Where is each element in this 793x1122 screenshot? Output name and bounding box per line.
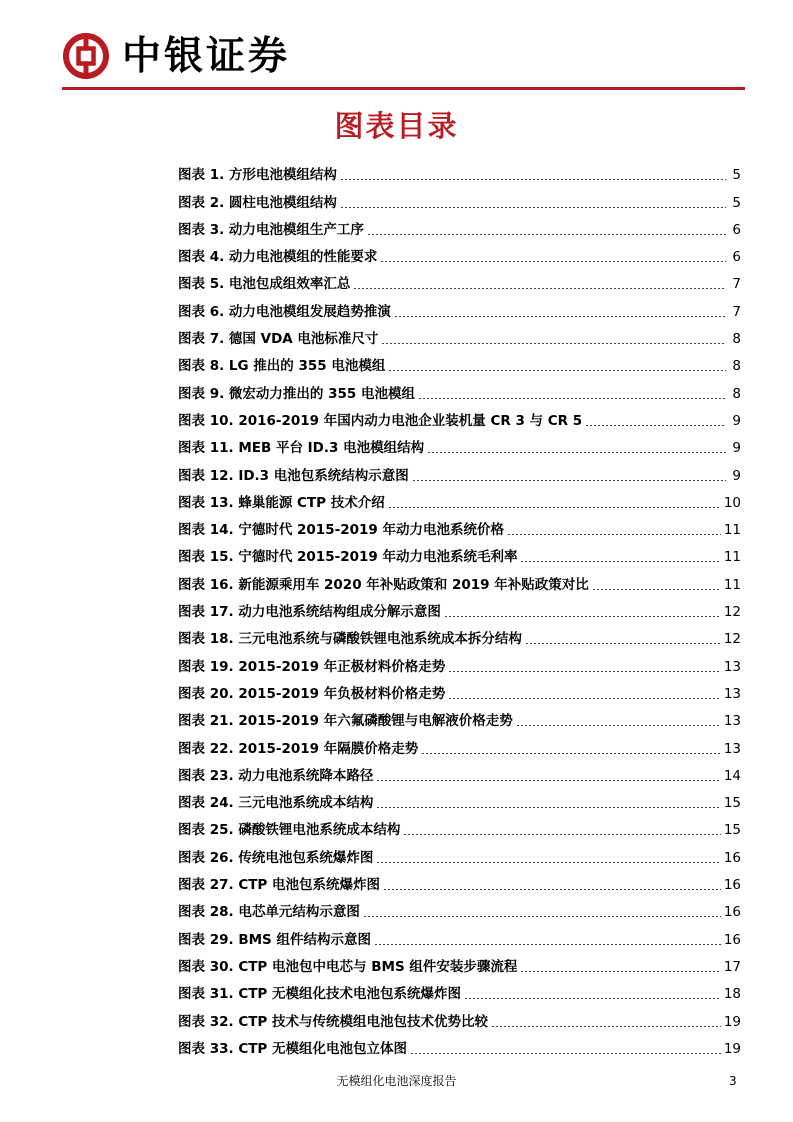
toc-item-page: 19 <box>723 1040 741 1057</box>
toc-item-label: 图表 28. 电芯单元结构示意图 <box>178 904 360 921</box>
toc-item-page: 15 <box>723 822 741 839</box>
toc-item[interactable] <box>178 348 741 375</box>
toc-item-label: 图表 21. 2015-2019 年六氟磷酸锂与电解液价格走势 <box>178 713 513 730</box>
toc-item-page: 14 <box>723 767 741 784</box>
toc-item-page: 12 <box>723 604 741 621</box>
toc-item-label: 图表 23. 动力电池系统降本路径 <box>178 767 374 784</box>
toc-item-label: 图表 22. 2015-2019 年隔膜价格走势 <box>178 740 419 757</box>
header-rule <box>62 87 745 90</box>
toc-item[interactable] <box>178 949 741 976</box>
toc-item[interactable] <box>178 239 741 266</box>
toc-item-page: 5 <box>732 194 741 211</box>
toc-item[interactable] <box>178 430 741 457</box>
toc-dotted-leader <box>427 452 726 453</box>
toc-item[interactable] <box>178 703 741 730</box>
brand-name: 中银证券 <box>122 33 291 79</box>
toc-dotted-leader <box>403 834 720 835</box>
toc-dotted-leader <box>383 889 721 890</box>
toc-dotted-leader <box>376 862 720 863</box>
toc-item-page: 6 <box>732 221 741 238</box>
toc-item-page: 10 <box>723 494 741 511</box>
toc-item[interactable] <box>178 457 741 484</box>
toc-item-label: 图表 20. 2015-2019 年负极材料价格走势 <box>178 685 446 702</box>
toc-item-label: 图表 3. 动力电池模组生产工序 <box>178 221 364 238</box>
toc-item-label: 图表 26. 传统电池包系统爆炸图 <box>178 849 374 866</box>
toc-dotted-leader <box>380 261 726 262</box>
toc-item[interactable] <box>178 730 741 757</box>
toc-item-label: 图表 29. BMS 组件结构示意图 <box>178 931 371 948</box>
toc-dotted-leader <box>340 207 726 208</box>
toc-dotted-leader <box>464 998 721 999</box>
toc-item-label: 图表 2. 圆柱电池模组结构 <box>178 194 337 211</box>
toc-item-label: 图表 12. ID.3 电池包系统结构示意图 <box>178 467 409 484</box>
toc-dotted-leader <box>340 179 726 180</box>
toc-dotted-leader <box>520 971 720 972</box>
toc-item-label: 图表 24. 三元电池系统成本结构 <box>178 795 374 812</box>
toc-item[interactable] <box>178 976 741 1003</box>
toc-item-label: 图表 33. CTP 无模组化电池包立体图 <box>178 1040 408 1057</box>
toc-item-page: 9 <box>732 467 741 484</box>
toc-item[interactable] <box>178 648 741 675</box>
toc-dotted-leader <box>444 616 721 617</box>
toc-item[interactable] <box>178 1031 741 1058</box>
toc-item-page: 13 <box>723 713 741 730</box>
toc-dotted-leader <box>353 288 726 289</box>
toc-item-label: 图表 16. 新能源乘用车 2020 年补贴政策和 2019 年补贴政策对比 <box>178 576 589 593</box>
toc-item-page: 12 <box>723 631 741 648</box>
toc-item[interactable] <box>178 485 741 512</box>
toc-item-label: 图表 18. 三元电池系统与磷酸铁锂电池系统成本拆分结构 <box>178 631 522 648</box>
toc-list <box>178 157 741 1058</box>
toc-dotted-leader <box>418 398 726 399</box>
toc-item[interactable] <box>178 594 741 621</box>
toc-item[interactable] <box>178 1003 741 1030</box>
toc-dotted-leader <box>585 425 726 426</box>
toc-item[interactable] <box>178 894 741 921</box>
footer-page-number: 3 <box>729 1074 737 1088</box>
toc-item[interactable] <box>178 375 741 402</box>
toc-item-label: 图表 17. 动力电池系统结构组成分解示意图 <box>178 604 441 621</box>
toc-dotted-leader <box>363 916 721 917</box>
toc-item[interactable] <box>178 512 741 539</box>
toc-dotted-leader <box>374 944 721 945</box>
toc-item[interactable] <box>178 266 741 293</box>
toc-dotted-leader <box>592 589 721 590</box>
toc-dotted-leader <box>394 316 726 317</box>
toc-item-page: 13 <box>723 740 741 757</box>
toc-item-page: 9 <box>732 440 741 457</box>
toc-item-page: 8 <box>732 331 741 348</box>
toc-item-label: 图表 32. CTP 技术与传统模组电池包技术优势比较 <box>178 1013 489 1030</box>
toc-item-page: 16 <box>723 904 741 921</box>
toc-dotted-leader <box>367 234 726 235</box>
toc-dotted-leader <box>516 725 721 726</box>
toc-item-label: 图表 31. CTP 无模组化技术电池包系统爆炸图 <box>178 986 462 1003</box>
toc-item[interactable] <box>178 839 741 866</box>
toc-item-page: 8 <box>732 358 741 375</box>
toc-dotted-leader <box>448 698 721 699</box>
page-title: 图表目录 <box>334 109 459 143</box>
footer-report-title: 无模组化电池深度报告 <box>336 1074 457 1088</box>
toc-item-page: 8 <box>732 385 741 402</box>
toc-item-label: 图表 6. 动力电池模组发展趋势推演 <box>178 303 391 320</box>
toc-item[interactable] <box>178 566 741 593</box>
toc-dotted-leader <box>376 807 720 808</box>
toc-item-page: 16 <box>723 877 741 894</box>
toc-dotted-leader <box>507 534 721 535</box>
toc-item-label: 图表 1. 方形电池模组结构 <box>178 167 337 184</box>
toc-item-page: 7 <box>732 303 741 320</box>
toc-item-page: 13 <box>723 658 741 675</box>
toc-item-label: 图表 8. LG 推出的 355 电池模组 <box>178 358 386 375</box>
toc-dotted-leader <box>388 507 721 508</box>
toc-item[interactable] <box>178 212 741 239</box>
toc-item-page: 15 <box>723 795 741 812</box>
toc-dotted-leader <box>376 780 720 781</box>
toc-item[interactable] <box>178 293 741 320</box>
toc-item[interactable] <box>178 785 741 812</box>
toc-item[interactable] <box>178 676 741 703</box>
toc-item-label: 图表 15. 宁德时代 2015-2019 年动力电池系统毛利率 <box>178 549 518 566</box>
toc-item-page: 16 <box>723 849 741 866</box>
toc-item-page: 5 <box>732 167 741 184</box>
toc-dotted-leader <box>448 671 721 672</box>
toc-item[interactable] <box>178 921 741 948</box>
toc-item[interactable] <box>178 812 741 839</box>
toc-item-label: 图表 13. 蜂巢能源 CTP 技术介绍 <box>178 494 385 511</box>
toc-item[interactable] <box>178 157 741 184</box>
toc-dotted-leader <box>388 370 726 371</box>
toc-item-page: 13 <box>723 685 741 702</box>
toc-item-label: 图表 30. CTP 电池包中电芯与 BMS 组件安装步骤流程 <box>178 958 518 975</box>
toc-item-page: 11 <box>723 549 741 566</box>
toc-dotted-leader <box>410 1053 721 1054</box>
toc-item[interactable] <box>178 539 741 566</box>
toc-item-label: 图表 4. 动力电池模组的性能要求 <box>178 249 378 266</box>
toc-item-page: 16 <box>723 931 741 948</box>
toc-item-page: 9 <box>732 412 741 429</box>
toc-item-page: 18 <box>723 986 741 1003</box>
toc-item-label: 图表 10. 2016-2019 年国内动力电池企业装机量 CR 3 与 CR 5 <box>178 412 583 429</box>
toc-item-label: 图表 9. 微宏动力推出的 355 电池模组 <box>178 385 416 402</box>
toc-item-label: 图表 7. 德国 VDA 电池标准尺寸 <box>178 331 379 348</box>
toc-item[interactable] <box>178 758 741 785</box>
toc-item[interactable] <box>178 403 741 430</box>
toc-item[interactable] <box>178 184 741 211</box>
toc-dotted-leader <box>525 643 721 644</box>
toc-item[interactable] <box>178 621 741 648</box>
toc-item-page: 11 <box>723 522 741 539</box>
toc-item-label: 图表 27. CTP 电池包系统爆炸图 <box>178 877 381 894</box>
toc-item-label: 图表 25. 磷酸铁锂电池系统成本结构 <box>178 822 401 839</box>
bank-of-china-logo-icon <box>62 32 110 80</box>
toc-item-label: 图表 5. 电池包成组效率汇总 <box>178 276 351 293</box>
toc-item-page: 19 <box>723 1013 741 1030</box>
toc-item[interactable] <box>178 867 741 894</box>
toc-item-label: 图表 19. 2015-2019 年正极材料价格走势 <box>178 658 446 675</box>
toc-item[interactable] <box>178 321 741 348</box>
toc-dotted-leader <box>381 343 726 344</box>
toc-dotted-leader <box>520 561 720 562</box>
toc-dotted-leader <box>421 753 721 754</box>
toc-item-page: 17 <box>723 958 741 975</box>
toc-item-page: 7 <box>732 276 741 293</box>
brand-header <box>62 30 290 82</box>
toc-item-label: 图表 11. MEB 平台 ID.3 电池模组结构 <box>178 440 425 457</box>
toc-dotted-leader <box>491 1026 721 1027</box>
toc-item-page: 6 <box>732 249 741 266</box>
toc-item-page: 11 <box>723 576 741 593</box>
toc-dotted-leader <box>412 480 726 481</box>
toc-item-label: 图表 14. 宁德时代 2015-2019 年动力电池系统价格 <box>178 522 504 539</box>
